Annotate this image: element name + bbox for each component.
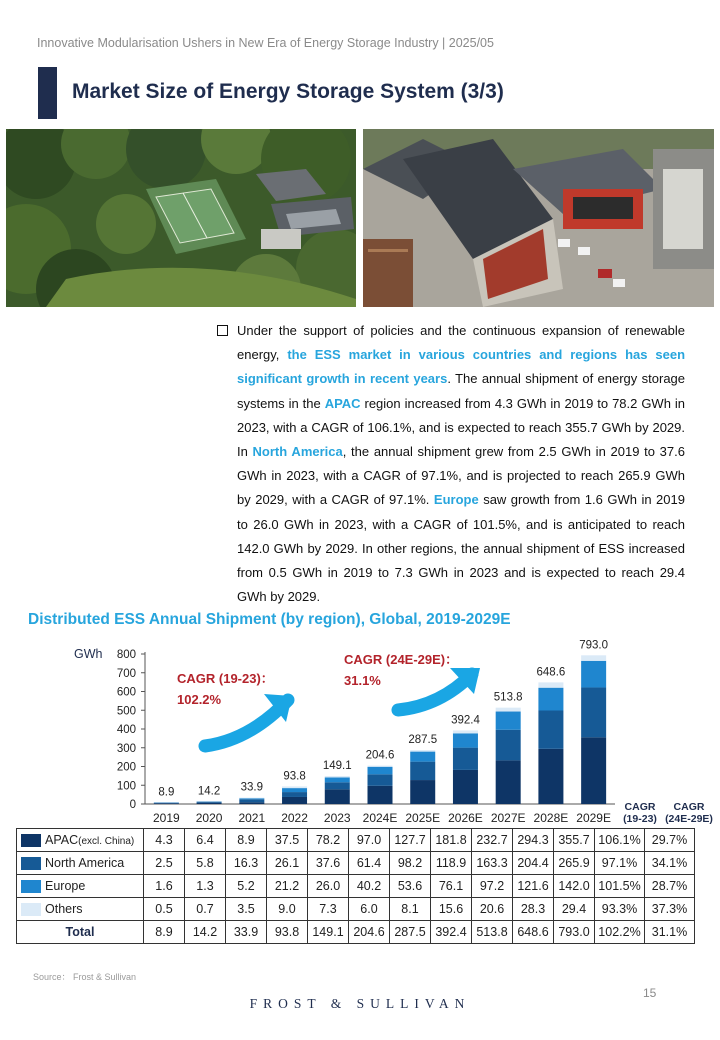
table-cell: 26.0 xyxy=(308,875,349,898)
table-cell: 204.6 xyxy=(349,921,390,944)
legend-swatch xyxy=(21,880,41,893)
y-tick-label: 200 xyxy=(116,761,136,774)
y-tick-label: 800 xyxy=(116,649,136,661)
y-tick-label: 400 xyxy=(116,724,136,736)
bar-total-label: 648.6 xyxy=(536,666,566,679)
x-tick-label: 2027E xyxy=(490,811,526,825)
bar-segment-north-america xyxy=(496,730,521,761)
table-cell: 392.4 xyxy=(431,921,472,944)
y-tick-label: 500 xyxy=(116,705,136,718)
chart-title: Distributed ESS Annual Shipment (by region), Global, 2019-2029E xyxy=(28,611,511,628)
bar-segment-europe xyxy=(239,798,264,799)
bar-segment-europe xyxy=(496,712,521,730)
para-highlight-growth: the ESS market in various countries and regions has seen significant growth in recent years xyxy=(237,347,686,387)
para-text-3: region increased from 4.3 GWh in 2019 to 78.2 GWh in 2023, with a CAGR of 106.1%, and is expected to reach 355.7 GWh by 2029. In xyxy=(237,395,685,460)
para-highlight-europe: Europe xyxy=(433,492,479,508)
shipment-data-table xyxy=(16,828,695,944)
table-cell: 355.7 xyxy=(554,829,595,852)
aerial-photo-tennis-court xyxy=(6,129,356,307)
bar-segment-others xyxy=(282,786,307,788)
source-note: Source： Frost & Sullivan xyxy=(33,972,137,982)
bar-segment-north-america xyxy=(538,710,563,748)
bar-segment-apac xyxy=(239,802,264,804)
y-tick-label: 0 xyxy=(129,799,136,811)
table-cell: 78.2 xyxy=(308,829,349,852)
bar-segment-europe xyxy=(581,661,606,688)
table-cell: 513.8 xyxy=(472,921,513,944)
table-row xyxy=(17,852,695,875)
table-cell: 7.3 xyxy=(308,898,349,921)
table-cell: 93.8 xyxy=(267,921,308,944)
table-cagr-cell: 31.1% xyxy=(645,921,695,944)
bar-segment-europe xyxy=(538,688,563,711)
bar-segment-others xyxy=(453,730,478,733)
table-cell: 232.7 xyxy=(472,829,513,852)
para-text-2: . The annual shipment of energy storage systems in the xyxy=(237,371,686,411)
bar-segment-apac xyxy=(538,749,563,804)
table-cagr-cell: 34.1% xyxy=(645,852,695,875)
cagr-header-19-23: CAGR (19-23) xyxy=(623,801,657,825)
x-tick-label: 2024E xyxy=(362,811,398,825)
bar-segment-others xyxy=(410,750,435,752)
bar-total-label: 93.8 xyxy=(283,770,306,783)
bar-total-label: 14.2 xyxy=(197,785,221,798)
table-cell: 5.8 xyxy=(185,852,226,875)
bar-segment-north-america xyxy=(410,762,435,780)
table-cell: 127.7 xyxy=(390,829,431,852)
y-tick-label: 700 xyxy=(116,667,136,680)
table-cagr-cell: 101.5% xyxy=(595,875,645,898)
y-axis-label: GWh xyxy=(74,647,103,661)
bar-segment-apac xyxy=(282,797,307,804)
document-header: Innovative Modularisation Ushers in New Era of Energy Storage Industry | 2025/05 xyxy=(37,36,494,50)
table-cell: 40.2 xyxy=(349,875,390,898)
bar-segment-apac xyxy=(325,789,350,804)
table-cell: 26.1 xyxy=(267,852,308,875)
x-tick-label: 2019 xyxy=(153,811,180,825)
bar-total-label: 33.9 xyxy=(240,781,264,794)
x-tick-label: 2020 xyxy=(195,811,223,825)
table-cell: 118.9 xyxy=(431,852,472,875)
table-cell: 53.6 xyxy=(390,875,431,898)
bar-segment-europe xyxy=(368,767,393,775)
table-cell: 181.8 xyxy=(431,829,472,852)
table-row xyxy=(17,921,695,944)
table-cell: 163.3 xyxy=(472,852,513,875)
table-cagr-cell: 28.7% xyxy=(645,875,695,898)
table-cell: 14.2 xyxy=(185,921,226,944)
bar-total-label: 793.0 xyxy=(579,639,609,652)
table-cell: 8.1 xyxy=(390,898,431,921)
bar-segment-others xyxy=(239,798,264,799)
table-cell: 76.1 xyxy=(431,875,472,898)
table-cell: 3.5 xyxy=(226,898,267,921)
table-cell: 294.3 xyxy=(513,829,554,852)
aerial-photo-industrial-site xyxy=(363,129,714,307)
bar-segment-europe xyxy=(282,788,307,792)
summary-paragraph xyxy=(217,319,685,609)
table-cell: 6.4 xyxy=(185,829,226,852)
bar-total-label: 204.6 xyxy=(365,749,395,762)
bar-segment-europe xyxy=(453,733,478,747)
bar-segment-others xyxy=(538,682,563,687)
legend-swatch xyxy=(21,903,41,916)
bar-total-label: 8.9 xyxy=(158,786,175,799)
table-row xyxy=(17,829,695,852)
cagr-annotation-2-value: 31.1% xyxy=(344,673,381,688)
bar-segment-others xyxy=(325,776,350,777)
x-tick-label: 2025E xyxy=(405,811,441,825)
table-cell: 142.0 xyxy=(554,875,595,898)
bar-segment-europe xyxy=(410,752,435,762)
table-cell: 287.5 xyxy=(390,921,431,944)
bar-segment-apac xyxy=(496,760,521,804)
row-label: Europe xyxy=(17,875,144,898)
table-cell: 8.9 xyxy=(144,921,185,944)
table-cagr-cell: 102.2% xyxy=(595,921,645,944)
x-tick-label: 2023 xyxy=(323,811,351,825)
table-cell: 37.5 xyxy=(267,829,308,852)
bar-segment-apac xyxy=(368,786,393,804)
table-cell: 8.9 xyxy=(226,829,267,852)
table-cell: 61.4 xyxy=(349,852,390,875)
table-cell: 0.5 xyxy=(144,898,185,921)
row-label: North America xyxy=(17,852,144,875)
para-text-4: , the annual shipment grew from 2.5 GWh in 2019 to 37.6 GWh in 2023, with a CAGR of 97.1%, and is projected to reach 265.9 GWh by 2029, with a CAGR of 97.1%. xyxy=(237,444,685,508)
bar-segment-apac xyxy=(154,803,179,804)
x-tick-label: 2022 xyxy=(281,811,308,825)
table-cell: 6.0 xyxy=(349,898,390,921)
table-cell: 97.2 xyxy=(472,875,513,898)
bar-segment-north-america xyxy=(368,774,393,786)
bar-segment-apac xyxy=(410,780,435,804)
title-accent-bar xyxy=(38,67,57,119)
x-tick-label: 2029E xyxy=(576,811,611,825)
table-cell: 29.4 xyxy=(554,898,595,921)
y-tick-label: 300 xyxy=(116,742,136,755)
y-tick-label: 600 xyxy=(116,686,136,699)
table-cell: 0.7 xyxy=(185,898,226,921)
para-highlight-apac: APAC xyxy=(324,395,361,411)
checkbox-bullet-icon xyxy=(217,325,228,336)
para-text-1: Under the support of policies and the continuous expansion of renewable energy, xyxy=(237,323,685,363)
bar-segment-north-america xyxy=(453,748,478,770)
bar-segment-others xyxy=(581,655,606,661)
table-cell: 28.3 xyxy=(513,898,554,921)
bar-segment-north-america xyxy=(581,687,606,737)
table-row xyxy=(17,875,695,898)
bar-segment-north-america xyxy=(239,799,264,802)
table-cell: 1.3 xyxy=(185,875,226,898)
cagr-header-24e-29e: CAGR (24E-29E) xyxy=(665,801,713,825)
table-cell: 204.4 xyxy=(513,852,554,875)
table-cell: 1.6 xyxy=(144,875,185,898)
table-cagr-cell: 29.7% xyxy=(645,829,695,852)
bar-total-label: 513.8 xyxy=(493,691,523,704)
frost-sullivan-logo: FROST & SULLIVAN xyxy=(249,996,471,1011)
table-cell: 121.6 xyxy=(513,875,554,898)
table-cell: 15.6 xyxy=(431,898,472,921)
bar-segment-apac xyxy=(197,803,222,804)
table-cagr-cell: 37.3% xyxy=(645,898,695,921)
x-tick-label: 2028E xyxy=(533,811,569,825)
bar-segment-apac xyxy=(581,737,606,804)
para-text-5: saw growth from 1.6 GWh in 2019 to 26.0 GWh in 2023, with a CAGR of 101.5%, and is anticipated to reach 142.0 GWh by 2029. In other regions, the annual shipment of ESS increased from 0.5 GWh in 2019 to 7.3 GWh in 2023 and is expected to reach 29.4 GWh by 2029. xyxy=(237,492,685,605)
bar-segment-apac xyxy=(453,770,478,804)
table-cell: 793.0 xyxy=(554,921,595,944)
bar-segment-north-america xyxy=(282,792,307,797)
page-title: Market Size of Energy Storage System (3/3) xyxy=(72,80,504,103)
table-cell: 149.1 xyxy=(308,921,349,944)
bar-total-label: 287.5 xyxy=(408,734,438,747)
row-label: APAC(excl. China) xyxy=(17,829,144,852)
table-cell: 648.6 xyxy=(513,921,554,944)
row-label: Others xyxy=(17,898,144,921)
table-cell: 9.0 xyxy=(267,898,308,921)
bar-segment-europe xyxy=(325,777,350,782)
stacked-bar-chart xyxy=(0,630,720,830)
table-cell: 4.3 xyxy=(144,829,185,852)
legend-swatch xyxy=(21,834,41,847)
legend-swatch xyxy=(21,857,41,870)
table-cell: 98.2 xyxy=(390,852,431,875)
x-tick-label: 2021 xyxy=(238,811,266,825)
table-cell: 97.0 xyxy=(349,829,390,852)
bar-segment-north-america xyxy=(325,782,350,789)
table-cell: 16.3 xyxy=(226,852,267,875)
x-tick-label: 2026E xyxy=(448,811,483,825)
row-label: Total xyxy=(17,921,144,944)
table-cell: 33.9 xyxy=(226,921,267,944)
table-cell: 5.2 xyxy=(226,875,267,898)
table-cell: 265.9 xyxy=(554,852,595,875)
table-cagr-cell: 97.1% xyxy=(595,852,645,875)
cagr-annotation-1-value: 102.2% xyxy=(177,692,222,707)
table-cagr-cell: 93.3% xyxy=(595,898,645,921)
y-tick-label: 100 xyxy=(116,780,136,793)
bar-total-label: 149.1 xyxy=(322,760,352,773)
page-number: 15 xyxy=(643,986,657,1000)
bar-segment-others xyxy=(368,766,393,767)
table-cell: 2.5 xyxy=(144,852,185,875)
cagr-annotation-1-label: CAGR (19-23)： xyxy=(177,671,274,686)
table-cell: 21.2 xyxy=(267,875,308,898)
bar-segment-others xyxy=(496,708,521,712)
table-cell: 37.6 xyxy=(308,852,349,875)
table-row xyxy=(17,898,695,921)
table-cell: 20.6 xyxy=(472,898,513,921)
bar-total-label: 392.4 xyxy=(451,714,480,727)
bar-segment-north-america xyxy=(197,802,222,803)
para-highlight-north-america: North America xyxy=(252,444,343,460)
cagr-annotation-2-label: CAGR (24E-29E)： xyxy=(344,652,459,667)
table-cagr-cell: 106.1% xyxy=(595,829,645,852)
